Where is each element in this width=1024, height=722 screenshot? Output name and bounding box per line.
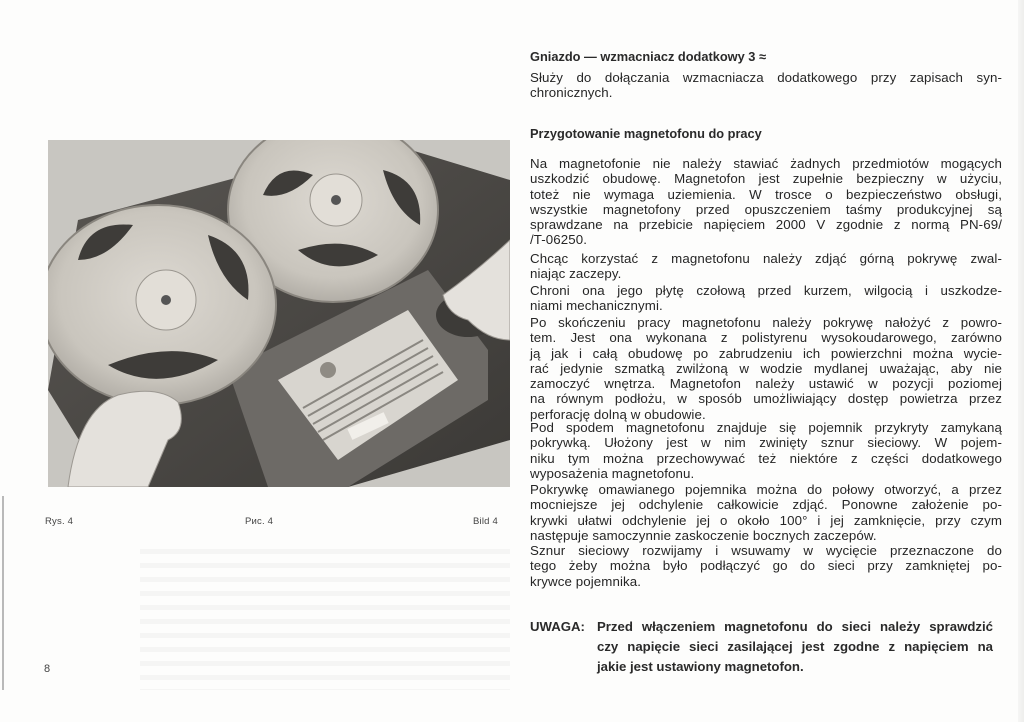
page-fold-line	[2, 496, 4, 690]
text-line: tem. Jest ona wykonana z polistyrenu wysokoudarowego, zarówno	[530, 330, 1002, 346]
bleed-through-texture	[140, 540, 510, 690]
paragraph	[530, 251, 1002, 282]
text-line: wyposażenia magnetofonu.	[530, 465, 695, 481]
text-line: następuje samoczynnie zaskoczenie bocznych zaczepów.	[530, 527, 877, 543]
text-line: Chroni ona jego płytę czołową przed kurzem, wilgocią i uszkodze-	[530, 283, 1002, 298]
text-line: Sznur sieciowy rozwijamy i wsuwamy w wycięcie przeznaczone do	[530, 543, 1002, 558]
text-line: niając zaczepy.	[530, 266, 622, 282]
text-line: sprawdzane na przebicie napięciem 2000 V zgodnie z normą PN-69/	[530, 217, 1002, 233]
text-line: /T-06250.	[530, 232, 588, 248]
text-line: pokrywką. Ułożony jest w nim zwinięty sznur sieciowy. W pojem-	[530, 435, 1002, 451]
text-line: krywce pojemnika.	[530, 573, 642, 589]
warning-text	[597, 617, 993, 676]
control-knob	[320, 362, 336, 378]
section-heading-socket: Gniazdo — wzmacniacz dodatkowy 3 ≈	[530, 49, 766, 64]
text-line: krywki ułatwi odchylenie jej o około 100° i jej zamknięcie, przy czym	[530, 512, 1002, 528]
text-line: perforację dolną w obudowie.	[530, 406, 706, 422]
warning-line: Przed włączeniem magnetofonu do sieci należy sprawdzić	[597, 619, 993, 634]
paragraph-socket	[530, 70, 1002, 101]
text-line: wszystkie magnetofony przed opuszczeniem taśmy produkcyjnej są	[530, 201, 1002, 217]
text-line: tego żeby można było podłączyć go do sieci przy zamkniętej po-	[530, 558, 1002, 574]
paragraph	[530, 420, 1002, 481]
text-line: Pokrywkę omawianego pojemnika można do połowy otworzyć, a przez	[530, 482, 1002, 497]
warning-line: czy napięcie sieci zasilającej jest zgodne z napięciem na	[597, 638, 993, 654]
paragraph	[530, 283, 1002, 314]
figure-caption-russian: Рис. 4	[245, 516, 274, 527]
tape-recorder-illustration	[48, 140, 510, 487]
tape-recorder-photo	[48, 140, 510, 487]
text-line: toteż nie wymaga uziemienia. W trosce o bezpieczeństwo obsługi,	[530, 186, 1002, 202]
page-number: 8	[44, 663, 51, 675]
left-reel	[48, 205, 276, 405]
paragraph	[530, 315, 1002, 422]
paragraph	[530, 543, 1002, 589]
warning-label: UWAGA:	[530, 619, 585, 634]
text-line: niku tym można przechowywać też niektóre z części dodatkowego	[530, 450, 1002, 466]
figure-caption-polish: Rys. 4	[45, 516, 74, 527]
figure-caption-german: Bild 4	[473, 516, 498, 527]
paragraph	[530, 482, 1002, 543]
text-line: uszkodzić obudowę. Magnetofon jest zupełnie bezpieczny w użyciu,	[530, 171, 1002, 187]
page-edge-shadow	[1018, 0, 1024, 722]
section-heading-preparation: Przygotowanie magnetofonu do pracy	[530, 126, 762, 141]
text-line: zamoczyć wnętrza. Magnetofon należy ustawić w pozycji poziomej	[530, 376, 1002, 392]
text-line: niami mechanicznymi.	[530, 298, 663, 314]
text-line: Pod spodem magnetofonu znajduje się pojemnik przykryty zamykaną	[530, 420, 1002, 435]
text-line: Po skończeniu pracy magnetofonu należy pokrywę nałożyć z powro-	[530, 315, 1002, 330]
text-line: chronicznych.	[530, 85, 613, 101]
text-line: Służy do dołączania wzmacniacza dodatkowego przy zapisach syn-	[530, 70, 1002, 85]
text-line: rać jedynie szmatką zwilżoną w wodzie mydlanej uważając, aby nie	[530, 360, 1002, 376]
paragraph	[530, 156, 1002, 248]
text-line: Na magnetofonie nie należy stawiać żadnych przedmiotów mogących	[530, 156, 1002, 171]
text-line: ją jak i całą obudowę po zabrudzeniu ich powierzchni można wycie-	[530, 345, 1002, 361]
warning-line: jakie jest ustawiony magnetofon.	[597, 658, 804, 674]
text-line: mocniejsze jej odchylenie całkowicie zdjąć. Ponowne założenie po-	[530, 497, 1002, 513]
text-line: Chcąc korzystać z magnetofonu należy zdjąć górną pokrywę zwal-	[530, 251, 1002, 266]
text-line: na równym podłożu, w sposób umożliwiający dostęp powietrza przez	[530, 391, 1002, 407]
